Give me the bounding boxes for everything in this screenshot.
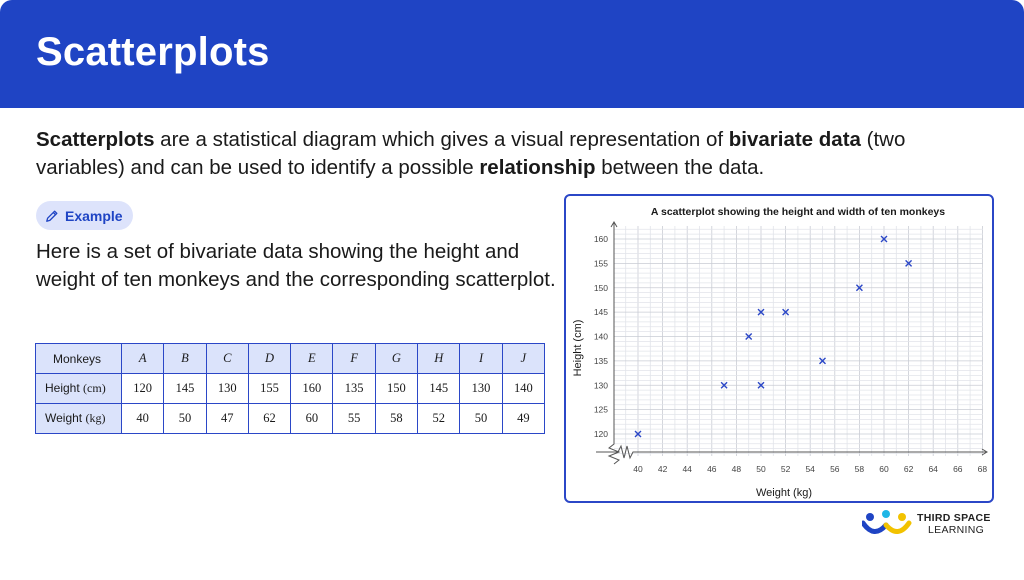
height-cell: 145	[418, 374, 460, 404]
x-tick-label: 48	[731, 464, 742, 474]
monkey-letter: J	[502, 344, 544, 374]
weight-cell: 55	[333, 404, 375, 434]
y-axis-line	[609, 223, 619, 464]
logo-smile-left	[863, 523, 886, 532]
data-table	[35, 343, 545, 434]
y-tick-label: 145	[593, 307, 608, 318]
weight-cell: 60	[291, 404, 333, 434]
logo-wordmark	[917, 512, 991, 536]
weight-label: Weight	[45, 411, 83, 425]
height-cell: 155	[248, 374, 290, 404]
logo-smile-right	[886, 523, 909, 532]
pencil-icon	[45, 209, 59, 223]
monkey-letter: E	[291, 344, 333, 374]
table-row-weight	[36, 404, 545, 434]
chart-grid	[614, 226, 983, 456]
weight-header	[36, 404, 122, 434]
height-cell: 135	[333, 374, 375, 404]
weight-cell: 40	[122, 404, 164, 434]
table-row-height	[36, 374, 545, 404]
weight-cell: 52	[418, 404, 460, 434]
height-cell: 140	[502, 374, 544, 404]
intro-bold-scatterplots: Scatterplots	[36, 128, 155, 151]
monkey-letter: I	[460, 344, 502, 374]
logo-line-2: LEARNING	[928, 524, 985, 536]
x-tick-label: 60	[879, 464, 889, 474]
height-cell: 120	[122, 374, 164, 404]
y-tick-label: 140	[593, 331, 608, 342]
x-tick-label: 64	[928, 464, 938, 474]
monkey-letter: D	[248, 344, 290, 374]
weight-cell: 49	[502, 404, 544, 434]
weight-cell: 62	[248, 404, 290, 434]
x-tick-label: 58	[854, 464, 865, 474]
weight-cell: 47	[206, 404, 248, 434]
x-tick-label: 62	[903, 464, 914, 474]
y-tick-label: 135	[593, 355, 608, 366]
height-label: Height	[45, 381, 80, 395]
x-tick-label: 46	[707, 464, 717, 474]
scatterplot-chart	[564, 194, 994, 503]
height-header	[36, 374, 122, 404]
page-title: Scatterplots	[36, 30, 270, 74]
scatterplot-svg	[566, 196, 996, 505]
x-tick-label: 52	[780, 464, 791, 474]
height-cell: 130	[460, 374, 502, 404]
x-tick-label: 40	[633, 464, 643, 474]
weight-cell: 58	[375, 404, 417, 434]
title-banner	[0, 0, 1024, 108]
logo-dot-blue	[866, 513, 874, 521]
monkey-letter: A	[122, 344, 164, 374]
intro-bold-bivariate: bivariate data	[728, 128, 861, 151]
intro-text-3: between the data.	[595, 156, 765, 179]
intro-paragraph	[36, 126, 996, 182]
x-tick-label: 50	[756, 464, 766, 474]
intro-text-2: (two variables) and can be used to identify a possible	[36, 128, 906, 179]
y-tick-labels	[594, 234, 608, 439]
x-tick-label: 56	[830, 464, 840, 474]
y-tick-label: 160	[593, 234, 608, 244]
y-tick-label: 120	[593, 429, 608, 439]
weight-cell: 50	[164, 404, 206, 434]
example-badge	[36, 201, 133, 230]
y-axis-label: Height (cm)	[572, 319, 584, 377]
x-tick-label: 68	[977, 464, 988, 474]
weight-unit: (kg)	[85, 411, 106, 425]
x-axis-label: Weight (kg)	[755, 487, 813, 499]
x-tick-label: 44	[682, 464, 692, 474]
height-cell: 150	[375, 374, 417, 404]
weight-cell: 50	[460, 404, 502, 434]
table-row-monkeys	[36, 344, 545, 374]
logo-line-1: THIRD SPACE	[917, 512, 991, 524]
logo-dot-cyan	[882, 510, 890, 518]
y-tick-label: 130	[593, 380, 608, 391]
height-unit: (cm)	[83, 381, 106, 395]
monkey-letter: F	[333, 344, 375, 374]
height-cell: 160	[291, 374, 333, 404]
y-tick-label: 125	[593, 404, 608, 415]
monkey-letter: H	[418, 344, 460, 374]
logo-dot-yellow	[898, 513, 906, 521]
y-tick-label: 150	[593, 282, 608, 293]
monkey-letter: C	[206, 344, 248, 374]
x-tick-labels	[633, 464, 987, 474]
x-tick-label: 66	[953, 464, 963, 474]
monkey-letter: B	[164, 344, 206, 374]
y-tick-label: 155	[593, 258, 608, 269]
x-tick-label: 54	[805, 464, 815, 474]
chart-title: A scatterplot showing the height and width of ten monkeys	[650, 206, 946, 218]
monkey-letter: G	[375, 344, 417, 374]
height-cell: 130	[206, 374, 248, 404]
x-tick-label: 42	[657, 464, 668, 474]
example-description: Here is a set of bivariate data showing the height and weight of ten monkeys and the corresponding scatterplot.	[36, 240, 556, 291]
intro-text-1: are a statistical diagram which gives a visual representation of	[154, 128, 729, 151]
height-cell: 145	[164, 374, 206, 404]
x-axis-line	[596, 446, 987, 458]
example-label: Example	[65, 207, 123, 224]
monkeys-header: Monkeys	[36, 344, 122, 374]
intro-bold-relationship: relationship	[479, 156, 596, 179]
